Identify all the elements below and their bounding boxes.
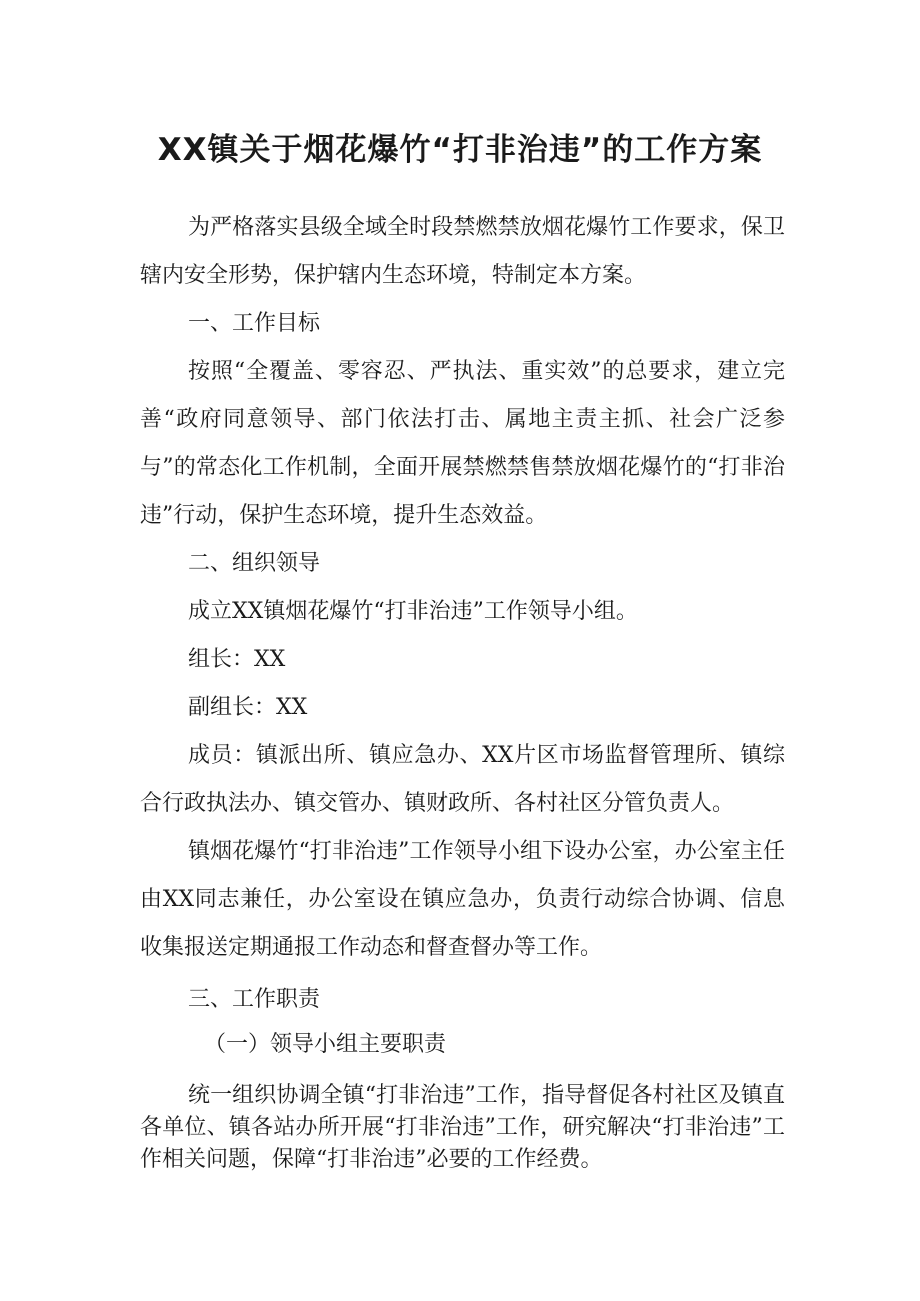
office-paragraph: 镇烟花爆竹“打非治违”工作领导小组下设办公室，办公室主任由XX同志兼任，办公室设在镇应急办，负责行动综合协调、信息收集报送定期通报工作动态和督查督办等工作。: [140, 839, 785, 960]
group-duties-paragraph: 统一组织协调全镇“打非治违”工作，指导督促各村社区及镇直各单位、镇各站办所开展“打非治违”工作，研究解决“打非治违”工作相关问题，保障“打非治违”必要的工作经费。: [140, 1083, 785, 1172]
group-leader-line: 组长：XX: [188, 647, 286, 672]
section-heading-duties: 三、工作职责: [188, 987, 321, 1012]
members-paragraph: 成员：镇派出所、镇应急办、XX片区市场监督管理所、镇综合行政执法办、镇交管办、镇财政所、各村社区分管负责人。: [140, 743, 785, 816]
section-heading-goals: 一、工作目标: [188, 311, 321, 336]
deputy-leader-line: 副组长：XX: [188, 695, 308, 720]
subsection-heading-group-duties: （一）领导小组主要职责: [204, 1032, 447, 1057]
goals-paragraph: 按照“全覆盖、零容忍、严执法、重实效”的总要求，建立完善“政府同意领导、部门依法打击、属地主责主抓、社会广泛参与”的常态化工作机制，全面开展禁燃禁售禁放烟花爆竹的“打非治违”行动，保护生态环境，提升生态效益。: [140, 359, 785, 528]
document-title: XX镇关于烟花爆竹“打非治违”的工作方案: [157, 132, 763, 168]
leading-group-line: 成立XX镇烟花爆竹“打非治违”工作领导小组。: [188, 599, 638, 624]
section-heading-organization: 二、组织领导: [188, 551, 321, 576]
intro-paragraph: 为严格落实县级全域全时段禁燃禁放烟花爆竹工作要求，保卫辖内安全形势，保护辖内生态环境，特制定本方案。: [140, 215, 785, 288]
